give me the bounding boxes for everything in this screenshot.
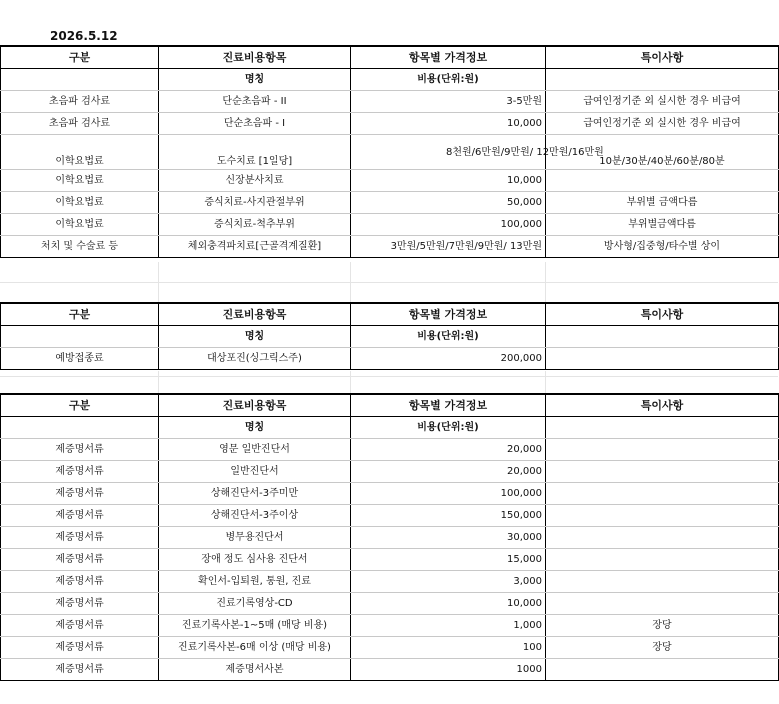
header-notes: 특이사항 [546,303,779,326]
table-header-row [1,394,779,417]
header-category: 구분 [1,46,159,69]
table-row [1,659,779,681]
cell-name: 진료기록영상-CD [159,593,351,615]
sheet-gridline [158,371,159,393]
cell-name: 장애 정도 심사용 진단서 [159,549,351,571]
cell-note [546,483,779,505]
sheet-gridline [0,376,778,377]
cell-note [546,527,779,549]
header-notes: 특이사항 [546,46,779,69]
cell-name: 상해진단서-3주이상 [159,505,351,527]
header-price-info: 항목별 가격정보 [351,303,546,326]
document-date: 2026.5.12 [50,29,118,43]
cell-cost: 1,000 [351,615,546,637]
cell-cost: 20,000 [351,461,546,483]
cell-name: 체외충격파치료[근골격계질환] [159,236,351,258]
cell-note: 급여인정기준 외 실시한 경우 비급여 [546,113,779,135]
cell-note: 장당 [546,615,779,637]
cell-name: 신장분사치료 [159,170,351,192]
header-category: 구분 [1,394,159,417]
header-item: 진료비용항목 [159,394,351,417]
cell-cost: 3만원/5만원/7만원/9만원/ 13만원 [351,236,546,258]
cell-cost: 100 [351,637,546,659]
cell-note [546,505,779,527]
subheader-cost: 비용(단위:원) [351,69,546,91]
header-item: 진료비용항목 [159,303,351,326]
cell-note [546,461,779,483]
cell-note [546,170,779,192]
header-price-info: 항목별 가격정보 [351,394,546,417]
table-row [1,91,779,113]
cell-category: 이학요법료 [1,192,159,214]
cell-cost: 10,000 [351,593,546,615]
cell-category: 처치 및 수술료 등 [1,236,159,258]
cell-category: 제증명서류 [1,505,159,527]
cell-cost: 30,000 [351,527,546,549]
cell-name: 확인서-입퇴원, 통원, 진료 [159,571,351,593]
table-row [1,214,779,236]
cell-note: 급여인정기준 외 실시한 경우 비급여 [546,91,779,113]
subheader-name: 명칭 [159,326,351,348]
table-row [1,113,779,135]
cell-note: 부위별 금액다름 [546,192,779,214]
table-header-row [1,303,779,326]
cell-category: 제증명서류 [1,571,159,593]
table-row [1,439,779,461]
cell-name: 병무용진단서 [159,527,351,549]
price-table-1 [0,45,779,258]
cell-note [546,549,779,571]
cell-cost: 20,000 [351,439,546,461]
cell-category: 초음파 검사료 [1,91,159,113]
cell-cost: 10,000 [351,113,546,135]
cell-category: 제증명서류 [1,637,159,659]
cell-note [546,348,779,370]
table-row [1,549,779,571]
cell-cost: 10,000 [351,170,546,192]
table-row [1,192,779,214]
cell-category: 제증명서류 [1,593,159,615]
table-row [1,483,779,505]
cell-note: 장당 [546,637,779,659]
cell-name: 도수치료 [1일당] [159,135,351,170]
cell-name: 진료기록사본-6매 이상 (매당 비용) [159,637,351,659]
cell-category: 이학요법료 [1,135,159,170]
sheet-gridline [545,262,546,302]
table-row [1,461,779,483]
cell-category: 제증명서류 [1,461,159,483]
cell-name: 증식치료-사지관절부위 [159,192,351,214]
cell-name: 단순초음파 - I [159,113,351,135]
table-row [1,236,779,258]
cell-category: 이학요법료 [1,170,159,192]
header-item: 진료비용항목 [159,46,351,69]
table-row [1,637,779,659]
cell-category: 제증명서류 [1,439,159,461]
header-price-info: 항목별 가격정보 [351,46,546,69]
cell-category: 제증명서류 [1,615,159,637]
table-row [1,527,779,549]
cell-note: 방사형/집중형/타수별 상이 [546,236,779,258]
subheader-name: 명칭 [159,69,351,91]
subheader-name: 명칭 [159,417,351,439]
cell-note [546,439,779,461]
header-category: 구분 [1,303,159,326]
cell-name: 진료기록사본-1~5매 (매당 비용) [159,615,351,637]
table-subheader-row [1,417,779,439]
cell-cost: 1000 [351,659,546,681]
sheet-gridline [0,282,778,283]
table-row [1,348,779,370]
cell-category: 초음파 검사료 [1,113,159,135]
cell-name: 증식치료-척추부위 [159,214,351,236]
table-row [1,593,779,615]
cell-name: 제증명서사본 [159,659,351,681]
sheet-gridline [158,262,159,302]
cell-name: 일반진단서 [159,461,351,483]
cell-category: 제증명서류 [1,549,159,571]
header-notes: 특이사항 [546,394,779,417]
price-table-2 [0,302,779,370]
cell-note: 10분/30분/40분/60분/80분 [546,135,779,170]
cell-category: 제증명서류 [1,483,159,505]
sheet-gridline [350,371,351,393]
table-row [1,135,779,170]
cell-note [546,659,779,681]
table-row [1,571,779,593]
cell-cost: 100,000 [351,214,546,236]
cell-category: 예방접종료 [1,348,159,370]
table-row [1,170,779,192]
cell-name: 영문 일반진단서 [159,439,351,461]
cell-cost: 50,000 [351,192,546,214]
table-row [1,505,779,527]
table-header-row [1,46,779,69]
cell-cost: 150,000 [351,505,546,527]
cell-note [546,593,779,615]
cell-cost: 8천원/6만원/9만원/ 12만원/16만원 [351,135,546,170]
cell-cost: 3-5만원 [351,91,546,113]
cell-note [546,571,779,593]
table-subheader-row [1,326,779,348]
cell-name: 단순초음파 - II [159,91,351,113]
subheader-cost: 비용(단위:원) [351,417,546,439]
table-subheader-row [1,69,779,91]
cell-category: 제증명서류 [1,527,159,549]
table-row [1,615,779,637]
cell-category: 제증명서류 [1,659,159,681]
cell-cost: 15,000 [351,549,546,571]
cell-category: 이학요법료 [1,214,159,236]
cell-note: 부위별금액다름 [546,214,779,236]
sheet-gridline [350,262,351,302]
cell-cost: 3,000 [351,571,546,593]
cell-cost: 100,000 [351,483,546,505]
cell-name: 대상포진(싱그릭스주) [159,348,351,370]
cell-cost: 200,000 [351,348,546,370]
cell-name: 상해진단서-3주미만 [159,483,351,505]
price-table-3 [0,393,779,681]
subheader-cost: 비용(단위:원) [351,326,546,348]
sheet-gridline [545,371,546,393]
